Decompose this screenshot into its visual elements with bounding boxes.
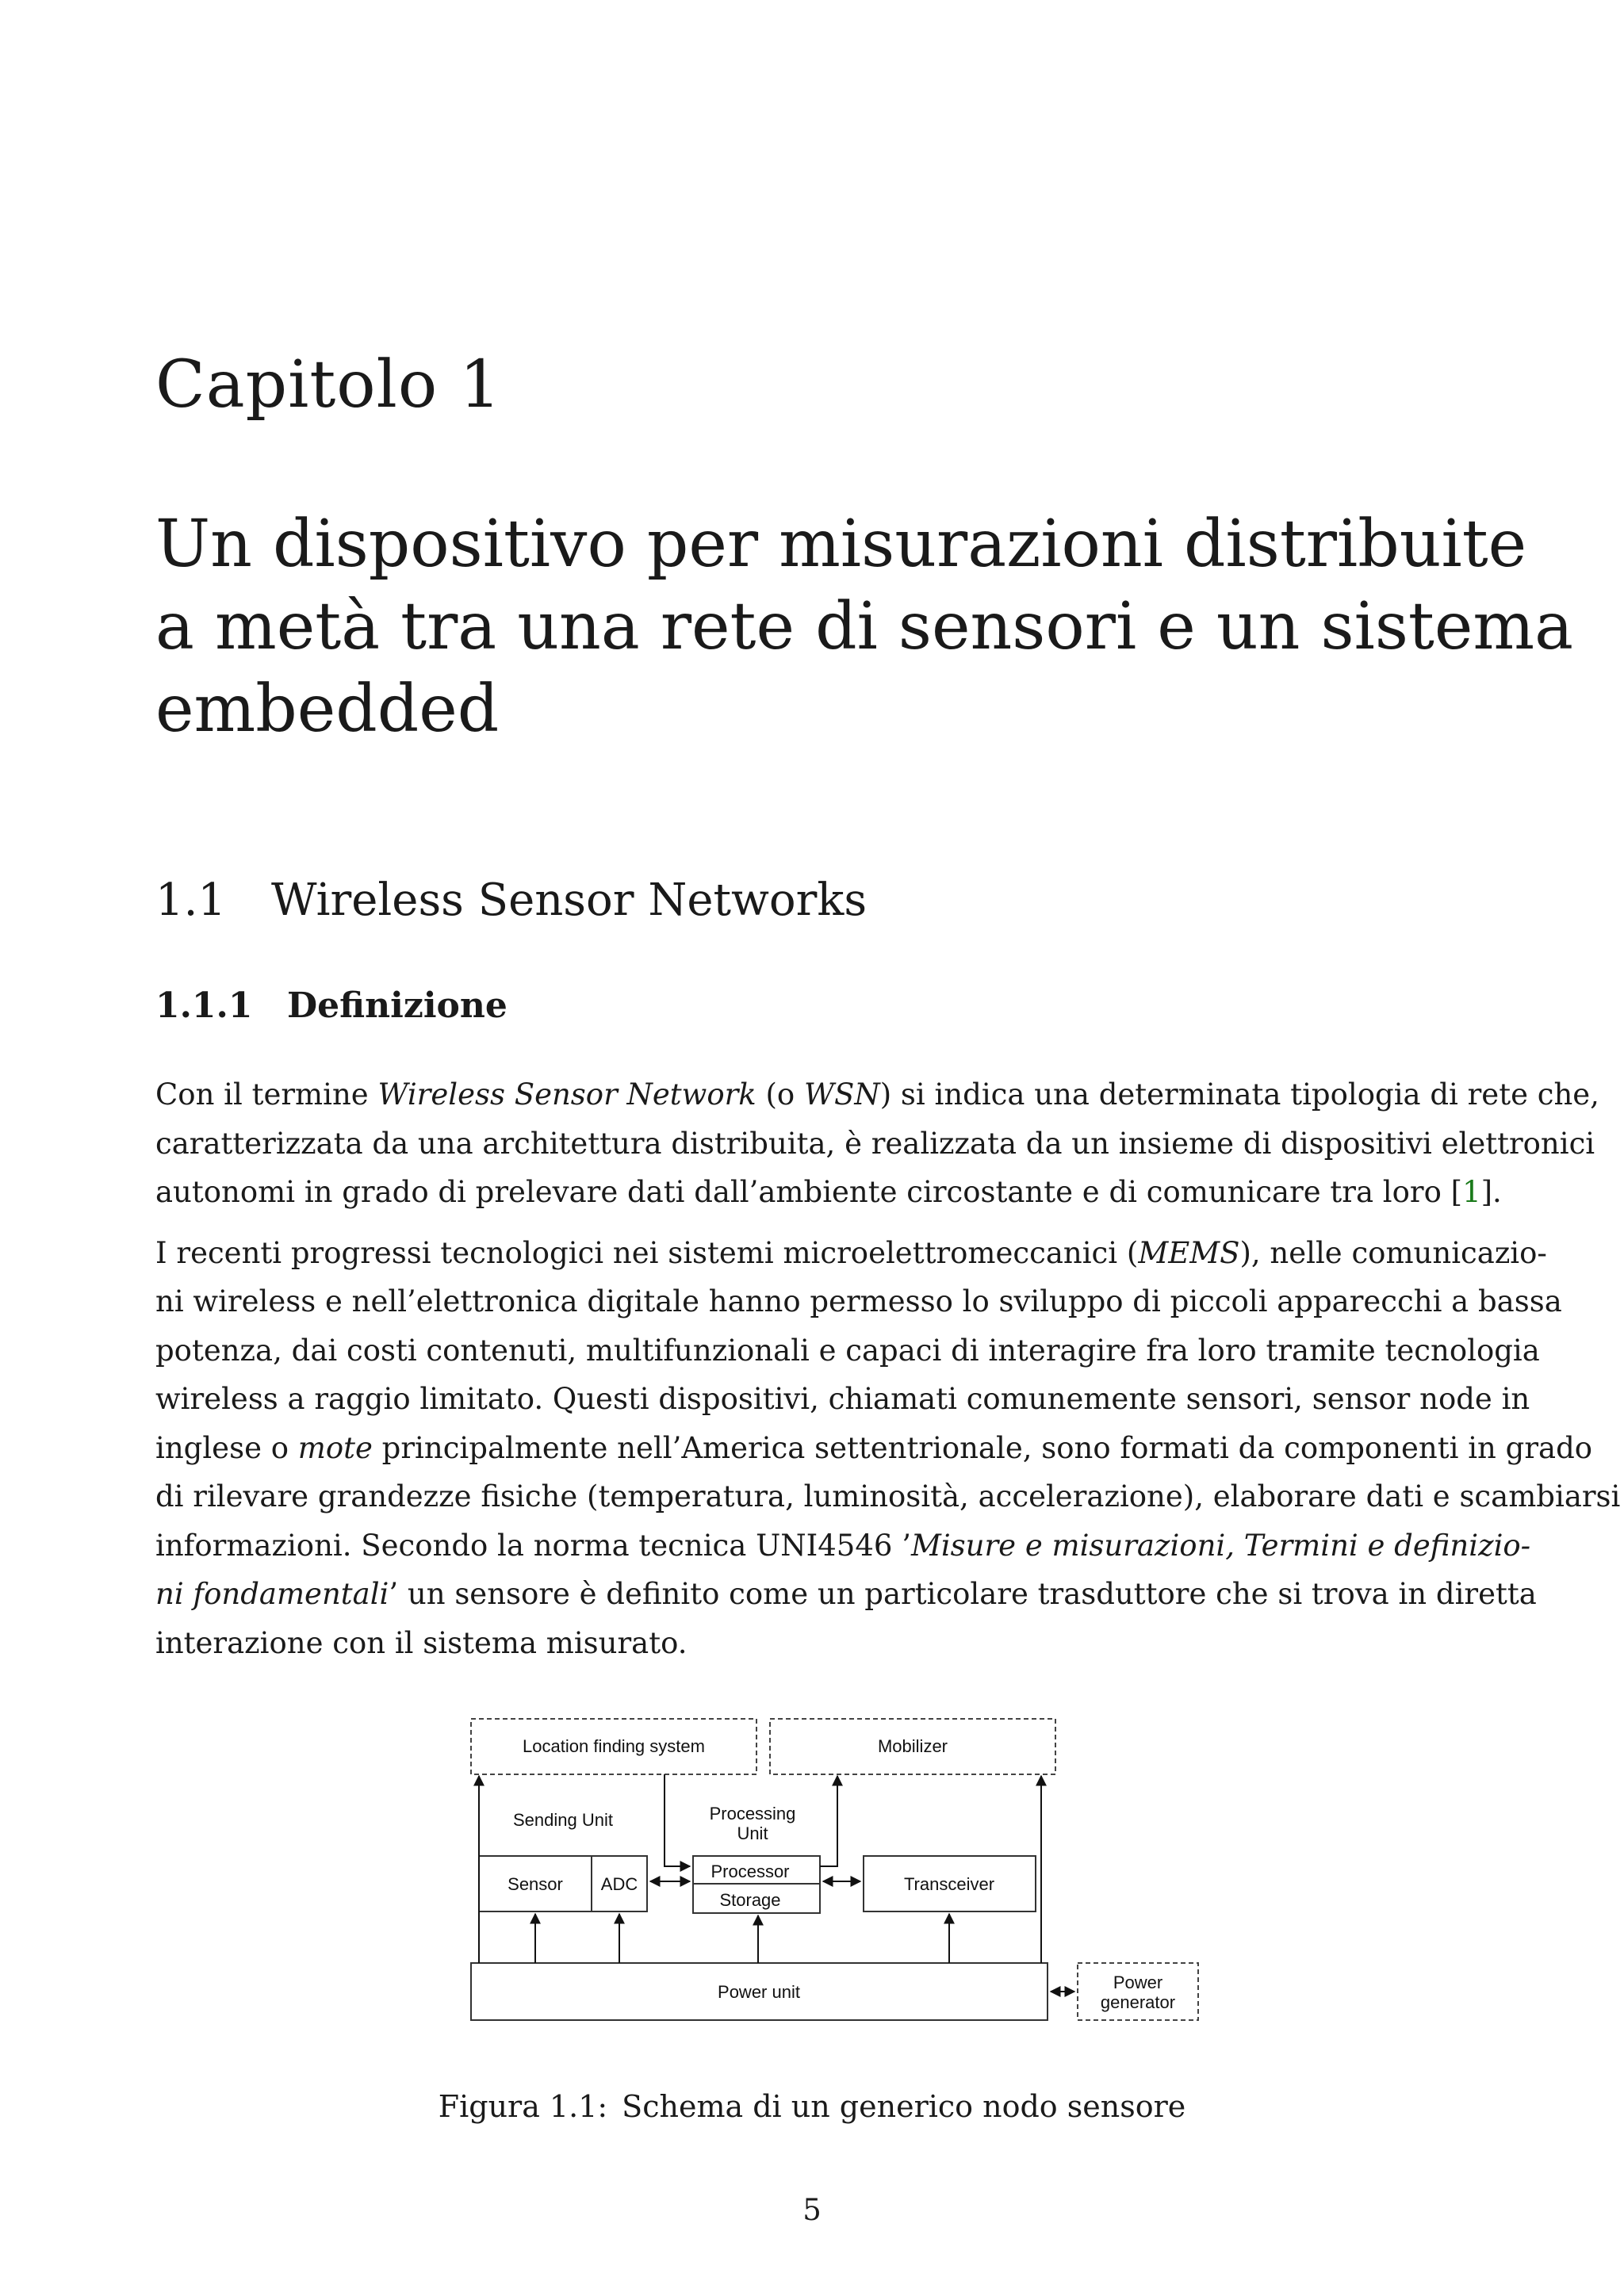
chapter-label: Capitolo 1 [155,347,502,423]
text-line: wireless a raggio limitato. Questi dispositivi, chiamati comunemente sensori, sensor node in [155,1382,1530,1416]
body-text [155,1070,1621,1679]
sensor-adc-box [479,1856,647,1911]
citation-link[interactable]: 1 [1462,1175,1481,1209]
text-line: ni fondamentali’ un sensore è definito come un particolare trasduttore che si trova in diretta [155,1577,1537,1611]
transceiver-box [864,1856,1036,1911]
caption-text: Schema di un generico nodo sensore [622,2089,1186,2124]
location-finding-system-label: Location finding system [523,1736,705,1756]
caption-label: Figura 1.1: [438,2089,608,2124]
text-line: autonomi in grado di prelevare dati dall’ambiente circostante e di comunicare tra loro [1]. [155,1175,1502,1209]
subsection-title: Definizione [287,985,508,1026]
chapter-title-line: a metà tra una rete di sensori e un sistema [155,589,1574,664]
text-line: potenza, dai costi contenuti, multifunzionali e capaci di interagire fra loro tramite tecnologia [155,1333,1540,1368]
text-line: di rilevare grandezze fisiche (temperatura, luminosità, accelerazione), elaborare dati e scambiarsi [155,1479,1621,1513]
text-line: interazione con il sistema misurato. [155,1625,688,1660]
mobilizer-box [770,1719,1055,1774]
processor-label: Processor [710,1862,790,1881]
section-number: 1.1 [155,874,227,926]
location-finding-system-box [471,1719,756,1774]
power-unit-label: Power unit [718,1982,800,2002]
subsection-number: 1.1.1 [155,985,253,1026]
power-unit-box [471,1963,1048,2020]
sensor-label: Sensor [508,1874,563,1894]
subsection-heading [155,985,508,1027]
chapter-title-line: embedded [155,672,500,747]
storage-label: Storage [719,1890,781,1910]
text-line: ni wireless e nell’elettronica digitale hanno permesso lo sviluppo di piccoli apparecchi a bassa [155,1284,1562,1318]
chapter-title-line: Un dispositivo per misurazioni distribuite [155,507,1527,582]
processing-unit-label: Unit [737,1823,768,1843]
mobilizer-label: Mobilizer [877,1736,948,1756]
section-title: Wireless Sensor Networks [271,874,868,926]
power-generator-label: generator [1100,1992,1176,2012]
processing-unit-label: Processing [709,1804,796,1823]
section-heading [155,874,867,927]
figure-caption [0,2089,1624,2124]
chapter-title [155,503,1574,751]
text-line: informazioni. Secondo la norma tecnica UNI4546 ’Misure e misurazioni, Termini e definizio- [155,1528,1531,1563]
text-line: inglese o mote principalmente nell’America settentrionale, sono formati da componenti in grado [155,1430,1593,1465]
text-line: Con il termine Wireless Sensor Network (o WSN) si indica una determinata tipologia di rete che, [155,1077,1599,1112]
paragraph [155,1070,1599,1217]
adc-label: ADC [600,1874,638,1894]
transceiver-label: Transceiver [903,1874,995,1894]
paragraph [155,1229,1621,1668]
power-generator-box [1078,1963,1198,2020]
power-generator-label: Power [1113,1973,1163,1992]
sending-unit-label: Sending Unit [513,1810,613,1830]
text-line: caratterizzata da una architettura distribuita, è realizzata da un insieme di dispositivi elettronici [155,1126,1595,1161]
page-number: 5 [802,2193,822,2227]
text-line: I recenti progressi tecnologici nei sistemi microelettromeccanici (MEMS), nelle comunicazio- [155,1235,1547,1270]
processor-storage-box [693,1856,820,1913]
sensor-node-diagram [465,1711,1202,2028]
